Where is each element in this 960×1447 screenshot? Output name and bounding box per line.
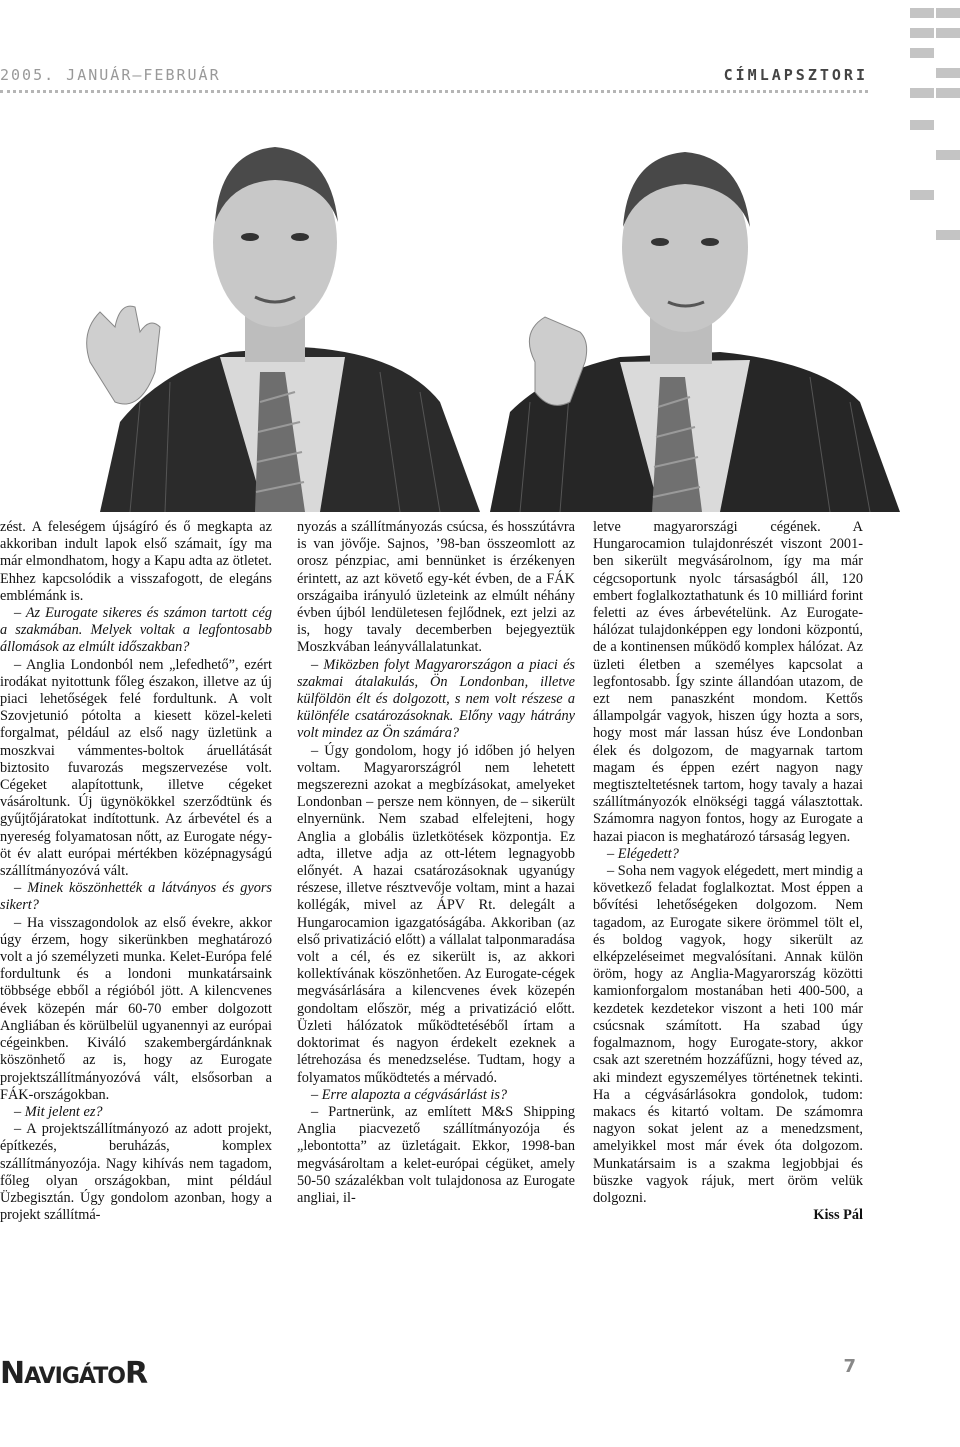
portrait-photo-thinking <box>490 102 900 512</box>
interview-question: – Mit jelent ez? <box>14 1103 103 1120</box>
issue-date: 2005. JANUÁR–FEBRUÁR <box>0 66 221 84</box>
interview-question: – Miközben folyt Magyarországon a piaci és szakmai átalakulás, Ön Londonban, illetve külföldön élt és dolgozott, s nem volt részese a különféle csatározásoknak. Előny vagy hátrány volt mindez az Ön számára? <box>297 656 575 742</box>
magazine-logo: NAVIGÁTOR <box>0 1356 148 1391</box>
interview-question: – Elégedett? <box>607 845 679 862</box>
portrait-photo-gesturing <box>80 102 490 512</box>
page-number: 7 <box>843 1356 856 1377</box>
interview-question: – Minek köszönhették a látványos és gyors sikert? <box>0 880 272 914</box>
paragraph: – Partnerünk, az említett M&S Shipping Anglia piacvezető szállítmányozója és „lebontotta” az üzletágait. Ekkor, 1998-ban megvásároltam a kelet-európai cégüket, amely 50-50 százalékban volt tulajdonosa az Eurogate angliai, il- <box>297 1103 575 1206</box>
article-column-3 <box>593 519 863 1224</box>
paragraph: – A projektszállítmányozó az adott projekt, építkezés, beruházás, komplex szállítmányozója. Nagy kihívás nem tagadom, főleg olyan országokban, mint például Üzbegisztán. Úgy gondolom azonban, hogy a projekt szállítmá- <box>0 1121 272 1224</box>
section-title: CÍMLAPSZTORI <box>723 66 868 84</box>
decorative-squares <box>910 0 960 290</box>
interview-question: – Az Eurogate sikeres és számon tartott cég a szakmában. Melyek voltak a legfontosabb állomások az elmúlt időszakban? <box>0 605 272 656</box>
header-dotted-rule <box>0 90 868 93</box>
author-signature: Kiss Pál <box>813 1207 863 1224</box>
paragraph: letve magyarországi cégének. A Hungarocamion tulajdonrészét viszont 2001-ben sikerült megvásárolnom, így ma már cégcsoportunk nyolc társaságból áll, 120 embert foglalkoztathatunk és 10 milliárd forint feletti az éves árbevételünk. Az Eurogate-hálózat tulajdonképpen egy londoni központú, de a kontinensen működő komplex hálózat. Az üzleti életben a személyes kapcsolat a legfontosabb. Így szinte állandóan utazom, de ezt nem panaszként mondom. Kettős állampolgár vagyok, hiszen úgy hozta a sors, hogy most már lassan húsz éve Londonban élek és dolgozom, de magyarnak tartom magam és éppen ezért nagyon nagy megtiszteltetésnek tartom, hogy tavaly a hazai szállítmányozók elnökségi taggá választottak. Számomra nagyon fontos, hogy az Eurogate a hazai piacon is meghatározó társaság legyen. <box>593 519 863 845</box>
paragraph: – Úgy gondolom, hogy jó időben jó helyen voltam. Magyarországról nem lehetett megszerezni azokat a megbízásokat, amelyeket Londonban – persze nem könnyen, de – sikerült elnyernünk. Nem szabad elfelejteni, hogy Anglia a globális üzletkötések központja. Ez adta, illetve adja az ott-létem legnagyobb előnyét. A hazai csatározásoknak ugyanúgy részese, illetve résztvevője voltam, mint a hazai kollégák, mivel az ÁPV Rt. delegált a Hungarocamion igazgatóságába. Akkoriban (az első privatizáció előtt) a vállalat talponmaradása volt a cél, és ez sikerült is, az akkori kollektívának köszönhetően. Az Eurogate-cégek megvásárlására a kilencvenes évek közepén gondoltam először, még a privatizáció előtt. Üzleti hálózatok működtetéséből írtam a doktorimat és nagyon érdekelt ezeknek a létrehozása és menedzselése. Tudtam, hogy a folyamatos működtetés a mérvadó. <box>297 742 575 1086</box>
paragraph: – Soha nem vagyok elégedett, mert mindig a következő feladat foglalkoztat. Most éppen a bővítési lehetőségeken dolgozom. Nem tagadom, az Eurogate sikere örömmel tölt el, és boldog vagyok, hogy sikerült az elképzeléseimet megvalósítani. Annak külön öröm, hogy az Anglia-Magyarország közötti kamionforgalom mostanában heti 400-500, a kezdetek kezdetekor viszont a heti 100 már csúcsnak számított. Ha szabad úgy fogalmaznom, hogy Eurogate-story, akkor csak azt szeretném hozzáfűzni, hogy téved az, aki mindezt egyszemélyes történetnek tekinti. Ha a cégvásárlásokra gondolok, tudom: makacs és kitartó voltam. De számomra nagyon sokat jelent az a menedzsment, amelyikkel most már évek óta dolgozom. Munkatársaim is a szakma legjobbjai és büszke vagyok rájuk, mert öröm velük dolgozni. <box>593 863 863 1206</box>
paragraph: nyozás a szállítmányozás csúcsa, és hosszútávra is van jövője. Sajnos, ’98-ban összeomlott az orosz pénzpiac, ami bennünket is érzékenyen érintett, az azt követő egy-két évben, de a FÁK országaiba irányuló üzleteink az elmúlt néhány évben újból lendületesen fejlődnek, ezt jelzi az is, hogy tavaly decemberben bejegyeztük Moszkvában leányvállalatunkat. <box>297 519 575 656</box>
paragraph: – Ha visszagondolok az első évekre, akkor úgy érzem, hogy sikerünkben meghatározó volt a jó személyzeti munka. Kelet-Európa felé fordultunk és a londoni munkatársaink többsége ebből a régióból jött. A kilencvenes évek közepén már 60-70 ember dolgozott Angliában és körülbelül ugyanennyi az európai cégeinkben. Kiváló szakembergárdánknak köszönhető az is, hogy az Eurogate projektszállítmányozóvá vált, elsősorban a FÁK-országokban. <box>0 914 272 1103</box>
article-column-1 <box>0 519 272 1224</box>
interview-question: – Erre alapozta a cégvásárlást is? <box>311 1086 508 1103</box>
paragraph: – Anglia Londonból nem „lefedhető”, ezért irodákat nyitottunk főleg északon, illetve az új piaci lehetőségek felé fordultunk. A volt Szovjetunió pótolta a kiesett közel-keleti forgalmat, például az első nagy üzletünk a moszkvai vámmentes-boltok áruellátását biztosito fuvarozás megszervezése volt. Cégeket alapítottunk, illetve cégeket vásároltunk. Új ügynökökkel szerződtünk és gyűjtőjáratokat indítottunk. Az árbevétel és a nyereség folyamatosan nőtt, az Eurogate négy-öt év alatt európai mértékben középnagyságú szállítmányozóvá vált. <box>0 656 272 880</box>
paragraph: zést. A feleségem újságíró és ő megkapta az akkoriban indult lapok első számait, így ma már elmondhatom, hogy a Kapu adta az ötletet. Ehhez kapcsolódik a visszafogott, de elegáns emblémánk is. <box>0 519 272 604</box>
article-column-2 <box>297 519 575 1207</box>
